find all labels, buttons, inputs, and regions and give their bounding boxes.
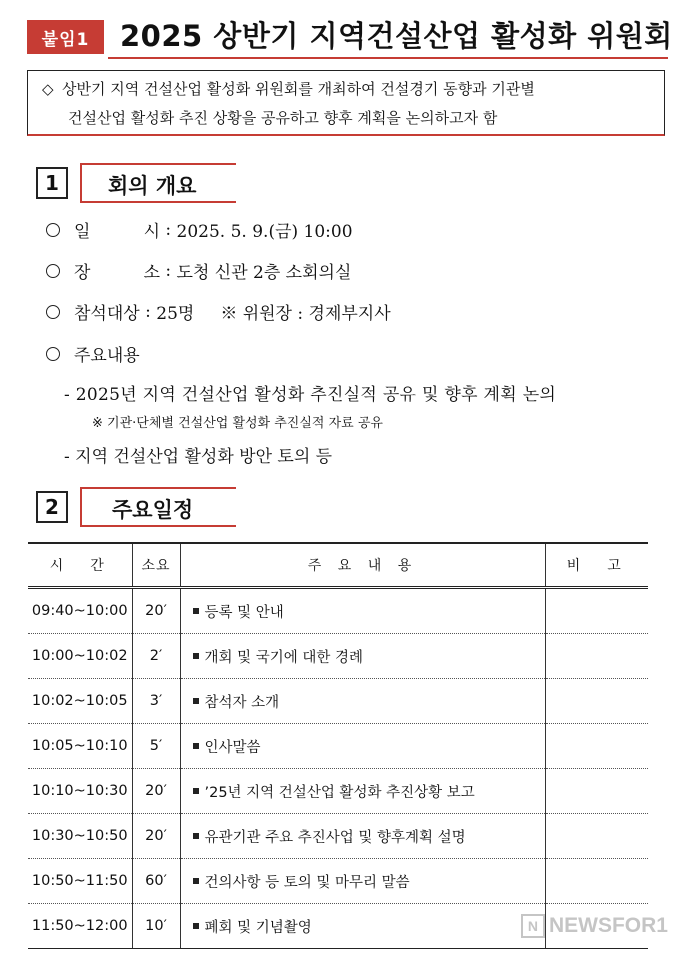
table-header-row [28,543,648,588]
time-cell: 10:02~10:05 [28,679,132,724]
section-1-top-rule [80,163,236,165]
table-row [28,859,648,904]
section-1-number: 1 [36,167,68,199]
table-row [28,588,648,634]
note-cell [545,814,648,859]
column-header-note: 비 고 [545,543,648,588]
time-cell: 10:50~11:50 [28,859,132,904]
duration-cell: 20′ [132,769,180,814]
circle-bullet-icon [46,223,60,237]
content-cell: 참석자 소개 [180,679,545,724]
content-cell: 등록 및 안내 [180,588,545,634]
duration-cell: 5′ [132,724,180,769]
square-bullet-icon [193,743,199,749]
attachment-badge: 붙임1 [27,20,104,54]
column-header-duration: 소요 [132,543,180,588]
agenda-note: ※ 기관·단체별 건설산업 활성화 추진실적 자료 공유 [92,416,383,431]
note-cell [545,724,648,769]
summary-line-1: ◇ 상반기 지역 건설산업 활성화 위원회를 개최하여 건설경기 동향과 기관별 [42,75,654,104]
square-bullet-icon [193,923,199,929]
note-cell [545,859,648,904]
column-header-content: 주 요 내 용 [180,543,545,588]
section-2-side-rule [80,487,82,527]
title-underline [108,57,668,59]
chair-note: ※ 위원장 : 경제부지사 [220,304,391,324]
agenda-detail-1: - 2025년 지역 건설산업 활성화 추진실적 공유 및 향후 계획 논의 [64,385,557,405]
table-row [28,634,648,679]
meeting-place-value: 도청 신관 2층 소회의실 [176,263,352,283]
duration-cell: 2′ [132,634,180,679]
circle-bullet-icon [46,305,60,319]
content-cell: 유관기관 주요 추진사업 및 향후계획 설명 [180,814,545,859]
summary-line-2: 건설산업 활성화 추진 상황을 공유하고 향후 계획을 논의하고자 함 [68,109,498,127]
content-cell: 개회 및 국기에 대한 경례 [180,634,545,679]
column-header-time: 시 간 [28,543,132,588]
note-cell [545,634,648,679]
table-row [28,679,648,724]
section-2-bottom-rule [80,525,236,527]
table-row [28,769,648,814]
overview-item-date: 일 시 : 2025. 5. 9.(금) 10:00 [46,217,353,242]
time-cell: 10:05~10:10 [28,724,132,769]
page-title: 2025 상반기 지역건설산업 활성화 위원회 [120,19,673,53]
square-bullet-icon [193,788,199,794]
circle-bullet-icon [46,347,60,361]
square-bullet-icon [193,653,199,659]
section-1-side-rule [80,163,82,203]
content-cell: 인사말씀 [180,724,545,769]
note-cell [545,679,648,724]
content-cell: ’25년 지역 건설산업 활성화 추진상황 보고 [180,769,545,814]
newsfor1-logo-icon: N [521,914,545,938]
time-cell: 10:30~10:50 [28,814,132,859]
circle-bullet-icon [46,264,60,278]
summary-box [27,70,665,136]
content-cell: 건의사항 등 토의 및 마무리 말씀 [180,859,545,904]
schedule-table [28,542,648,949]
agenda-detail-2: - 지역 건설산업 활성화 방안 토의 등 [64,447,333,467]
time-cell: 10:10~10:30 [28,769,132,814]
overview-item-agenda: 주요내용 [46,341,140,366]
duration-cell: 60′ [132,859,180,904]
newsfor1-watermark: N NEWSFOR1 [521,914,668,938]
diamond-bullet-icon: ◇ [42,80,54,98]
square-bullet-icon [193,698,199,704]
duration-cell: 10′ [132,904,180,949]
table-row [28,814,648,859]
duration-cell: 20′ [132,588,180,634]
overview-item-attendees: 참석대상 : 25명 ※ 위원장 : 경제부지사 [46,299,391,324]
time-cell: 11:50~12:00 [28,904,132,949]
time-cell: 10:00~10:02 [28,634,132,679]
duration-cell: 20′ [132,814,180,859]
square-bullet-icon [193,833,199,839]
overview-item-place: 장 소 : 도청 신관 2층 소회의실 [46,258,351,283]
section-2-top-rule [80,487,236,489]
time-cell: 09:40~10:00 [28,588,132,634]
note-cell [545,769,648,814]
meeting-date-value: 2025. 5. 9.(금) 10:00 [176,222,353,242]
section-2-number: 2 [36,491,68,523]
square-bullet-icon [193,608,199,614]
table-row [28,724,648,769]
attendee-count: 25명 [156,304,195,324]
section-1-title: 회의 개요 [108,174,197,198]
duration-cell: 3′ [132,679,180,724]
section-2-title: 주요일정 [112,498,194,522]
note-cell [545,588,648,634]
content-cell: 폐회 및 기념촬영 [180,904,545,949]
square-bullet-icon [193,878,199,884]
section-1-bottom-rule [80,201,236,203]
